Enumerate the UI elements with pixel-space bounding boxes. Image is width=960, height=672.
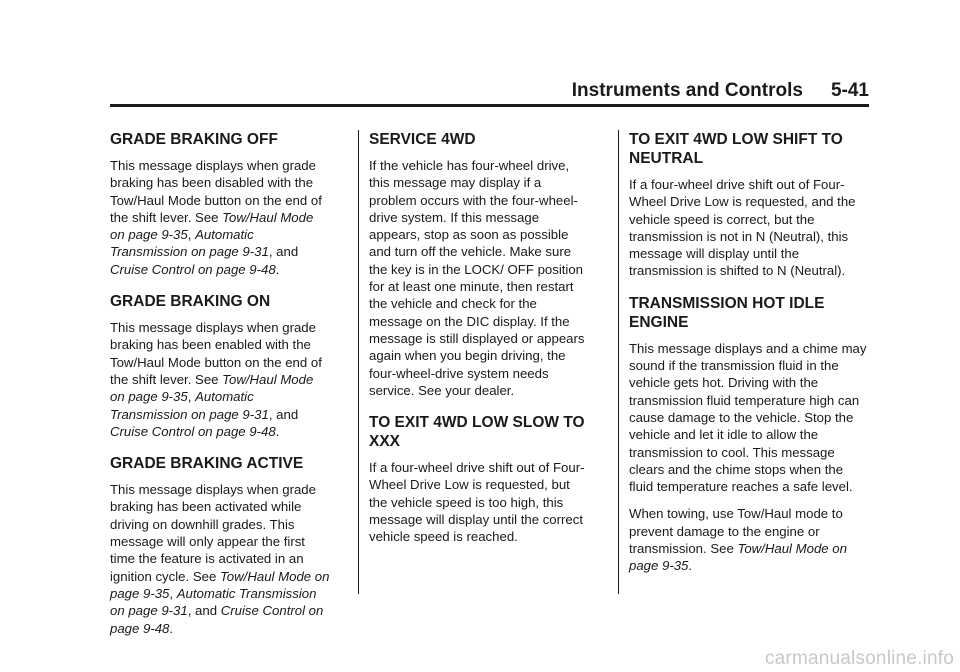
xref-tow-haul[interactable]: Tow/Haul Mode on page 9-35 xyxy=(629,541,847,574)
column-1 xyxy=(110,130,330,637)
heading-exit-4wd-low-shift-neutral: TO EXIT 4WD LOW SHIFT TO NEUTRAL xyxy=(629,131,843,167)
watermark-text: carmanualsonline.info xyxy=(764,648,954,669)
period: . xyxy=(275,423,280,439)
separator: , xyxy=(187,227,196,243)
column-2 xyxy=(369,130,589,546)
xref-cruise-control[interactable]: Cruise Control on page 9-48 xyxy=(110,261,276,277)
xref-tow-haul[interactable]: Tow/Haul Mode on page 9-35 xyxy=(110,371,314,405)
heading-service-4wd: SERVICE 4WD xyxy=(369,131,476,148)
paragraph-service-4wd: If the vehicle has four-wheel drive, this message may display if a problem occurs with the four-wheel-drive system. If this message appears, stop as soon as possible and turn off the vehicle. Make sure the key is in the LOCK/ OFF position for at least one minute, then restart the vehicle and check for the message on the DIC display. If the message is still displayed or appears again when you begin driving, the four-wheel-drive system needs service. See your dealer. xyxy=(369,158,585,398)
column-divider xyxy=(618,130,619,594)
xref-tow-haul[interactable]: Tow/Haul Mode on page 9-35 xyxy=(110,568,330,601)
xref-tow-haul[interactable]: Tow/Haul Mode on page 9-35 xyxy=(110,209,314,243)
body-text: This message displays when grade braking has been disabled with the Tow/Haul Mode button on the end of the shift lever. See xyxy=(110,158,322,225)
paragraph-towing xyxy=(629,505,869,574)
running-header xyxy=(110,80,869,104)
paragraph-exit-4wd-low-shift-neutral: If a four-wheel drive shift out of Four-Wheel Drive Low is requested, and the vehicle speed is correct, but the transmission is not in N (Neutral), this message will display until the transmission is shifted to N (Neutral). xyxy=(629,177,856,279)
heading-grade-braking-on: GRADE BRAKING ON xyxy=(110,293,271,311)
heading-grade-braking-active: GRADE BRAKING ACTIVE xyxy=(110,455,304,473)
body-text: This message displays when grade braking has been activated while driving on downhill grades. This message will only appear the first time the feature is activated in an ignition cycle. See xyxy=(110,482,316,584)
body-text: This message displays when grade braking has been enabled with the Tow/Haul Mode button on the end of the shift lever. See xyxy=(110,320,322,387)
period: . xyxy=(275,261,280,277)
separator: , and xyxy=(268,406,299,422)
section-title: Instruments and Controls xyxy=(571,80,803,101)
period: . xyxy=(169,620,174,636)
xref-cruise-control[interactable]: Cruise Control on page 9-48 xyxy=(110,603,324,636)
paragraph-grade-braking-on xyxy=(110,319,330,440)
paragraph-transmission-hot: This message displays and a chime may sound if the transmission fluid in the vehicle gets hot. Driving with the transmission fluid temperature high can cause damage to the vehicle. Stop the vehicle and let it idle to allow the transmission to cool. This message clears and the chime stops when the fluid temperature reaches a safe level. xyxy=(629,340,867,495)
separator: , and xyxy=(187,603,221,619)
body-text: When towing, use Tow/Haul mode to prevent damage to the engine or transmission. See xyxy=(629,506,843,557)
xref-automatic-transmission[interactable]: Automatic Transmission on page 9-31 xyxy=(110,585,317,619)
heading-exit-4wd-low-slow: TO EXIT 4WD LOW SLOW TO XXX xyxy=(369,414,585,451)
heading-transmission-hot-idle-engine: TRANSMISSION HOT IDLE ENGINE xyxy=(629,294,825,331)
page-number: 5-41 xyxy=(830,80,869,101)
separator: , xyxy=(187,389,196,405)
period: . xyxy=(688,558,693,574)
paragraph-grade-braking-off xyxy=(110,157,330,278)
xref-cruise-control[interactable]: Cruise Control on page 9-48 xyxy=(110,423,276,439)
paragraph-grade-braking-active xyxy=(110,481,330,637)
column-3 xyxy=(629,130,869,575)
heading-grade-braking-off: GRADE BRAKING OFF xyxy=(110,131,278,148)
separator: , xyxy=(169,585,177,601)
xref-automatic-transmission[interactable]: Automatic Transmission on page 9-31 xyxy=(110,389,269,422)
column-divider xyxy=(358,130,359,594)
paragraph-exit-4wd-low-slow: If a four-wheel drive shift out of Four-Wheel Drive Low is requested, but the vehicle speed is too high, this message will display until the correct vehicle speed is reached. xyxy=(369,460,585,545)
header-rule xyxy=(110,104,869,107)
xref-automatic-transmission[interactable]: Automatic Transmission on page 9-31 xyxy=(110,227,269,260)
separator: , and xyxy=(268,244,299,260)
